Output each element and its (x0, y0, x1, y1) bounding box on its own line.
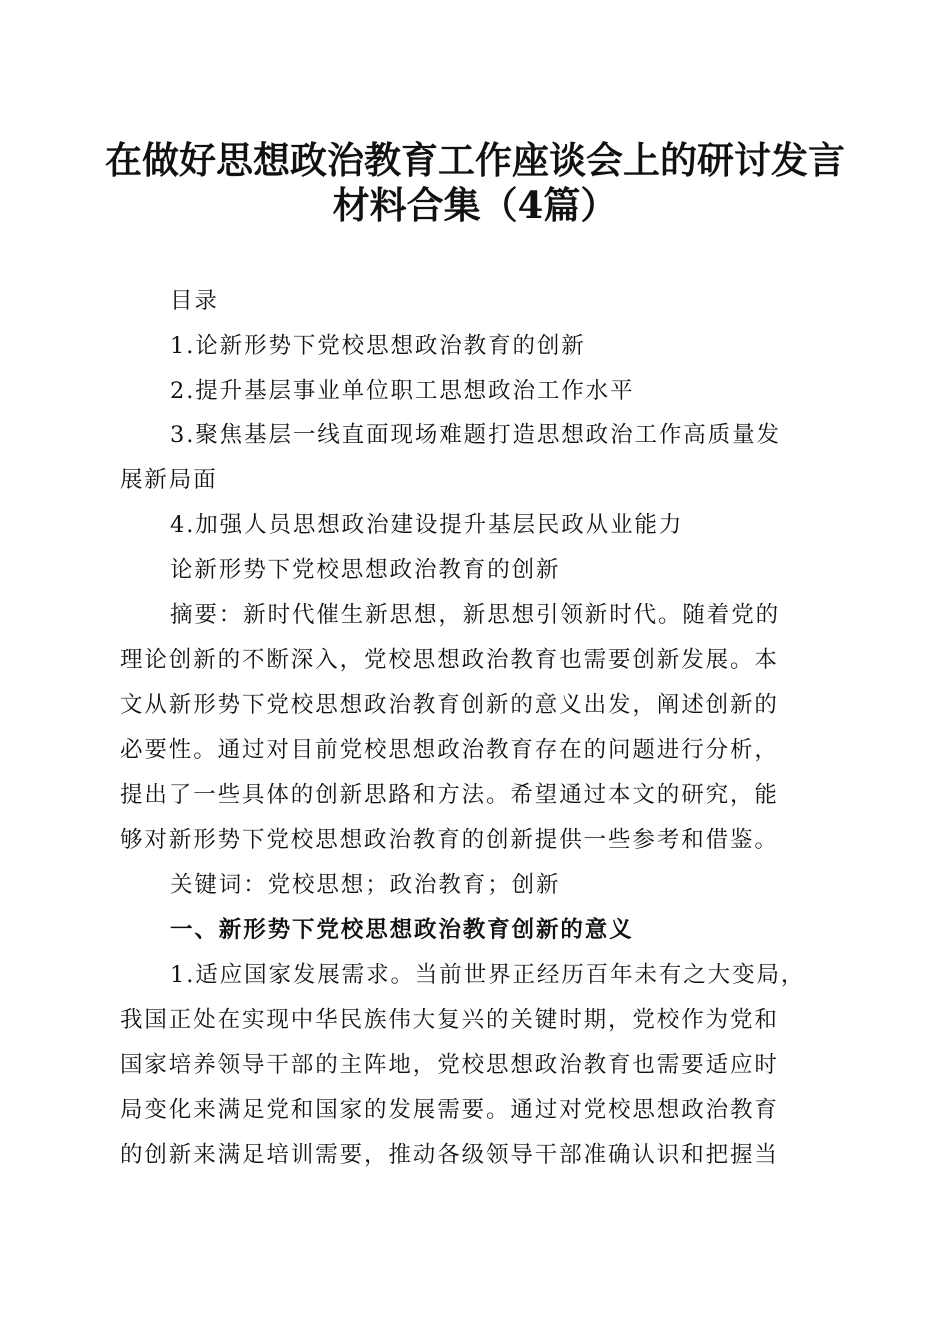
paragraph-line: 的创新来满足培训需要，推动各级领导干部准确认识和把握当 (120, 1142, 779, 1168)
abstract-line: 提出了一些具体的创新思路和方法。希望通过本文的研究，能 (120, 782, 779, 808)
keywords: 关键词：党校思想；政治教育；创新 (170, 872, 561, 898)
toc-item-3-continued: 展新局面 (120, 467, 218, 493)
toc-item-4: 4.加强人员思想政治建设提升基层民政从业能力 (170, 512, 684, 538)
document-title-line-1: 在做好思想政治教育工作座谈会上的研讨发言 (105, 138, 845, 182)
paragraph-line: 我国正处在实现中华民族伟大复兴的关键时期，党校作为党和 (120, 1007, 779, 1033)
paragraph-line: 国家培养领导干部的主阵地，党校思想政治教育也需要适应时 (120, 1052, 779, 1078)
section-1-heading: 一、新形势下党校思想政治教育创新的意义 (170, 917, 634, 943)
paragraph-line: 1.适应国家发展需求。当前世界正经历百年未有之大变局， (170, 962, 806, 988)
abstract-line: 理论创新的不断深入，党校思想政治教育也需要创新发展。本 (120, 647, 779, 673)
abstract-line: 文从新形势下党校思想政治教育创新的意义出发，阐述创新的 (120, 692, 779, 718)
toc-heading: 目录 (170, 288, 219, 314)
toc-item-2: 2.提升基层事业单位职工思想政治工作水平 (170, 378, 635, 404)
abstract-line: 摘要：新时代催生新思想，新思想引领新时代。随着党的 (170, 602, 781, 628)
document-title-line-2: 材料合集（4篇） (332, 183, 618, 227)
abstract-line: 必要性。通过对目前党校思想政治教育存在的问题进行分析， (120, 737, 779, 763)
article-title: 论新形势下党校思想政治教育的创新 (170, 557, 561, 583)
toc-item-1: 1.论新形势下党校思想政治教育的创新 (170, 333, 586, 359)
toc-item-3: 3.聚焦基层一线直面现场难题打造思想政治工作高质量发 (170, 422, 781, 448)
abstract-line: 够对新形势下党校思想政治教育的创新提供一些参考和借鉴。 (120, 827, 779, 853)
paragraph-line: 局变化来满足党和国家的发展需要。通过对党校思想政治教育 (120, 1097, 779, 1123)
